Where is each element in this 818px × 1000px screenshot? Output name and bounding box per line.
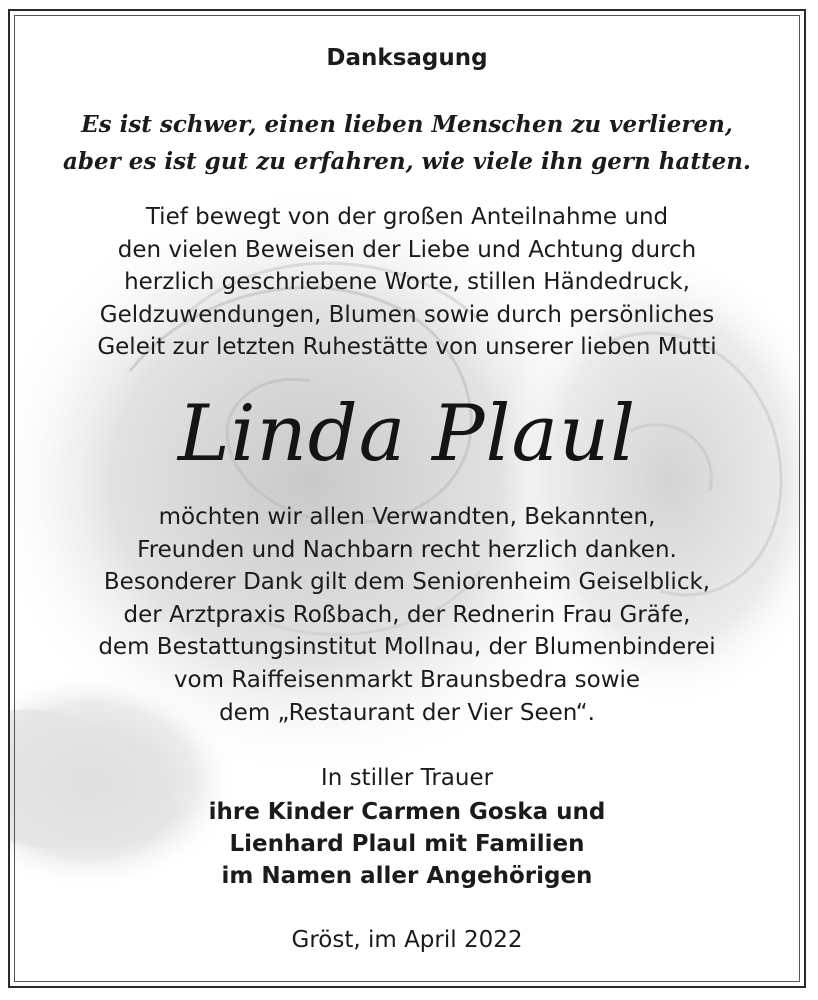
quote-line: aber es ist gut zu erfahren, wie viele ihn gern hatten. <box>63 148 751 175</box>
quote-line: Es ist schwer, einen lieben Menschen zu verlieren, <box>81 111 733 138</box>
thanks-line: dem Bestattungsinstitut Mollnau, der Blumenbinderei <box>98 634 716 661</box>
thanks-line: Besonderer Dank gilt dem Seniorenheim Geiselblick, <box>103 569 711 596</box>
intro-line: Tief bewegt von der großen Anteilnahme und <box>145 204 669 230</box>
notice-title: Danksagung <box>326 45 488 71</box>
intro-line: Geleit zur letzten Ruhestätte von unserer lieben Mutti <box>97 334 717 360</box>
memorial-quote <box>8 106 806 180</box>
deceased-name: Linda Plaul <box>177 389 637 479</box>
thanks-line: Freunden und Nachbarn recht herzlich danken. <box>137 536 677 563</box>
intro-paragraph <box>8 201 806 364</box>
signer-line: Lienhard Plaul mit Familien <box>229 831 585 857</box>
signer-line: ihre Kinder Carmen Goska und <box>208 799 606 825</box>
intro-line: den vielen Beweisen der Liebe und Achtung durch <box>117 236 697 263</box>
intro-line: herzlich geschriebene Worte, stillen Händedruck, <box>124 269 690 295</box>
place-date: Gröst, im April 2022 <box>291 927 523 953</box>
thanks-paragraph <box>8 501 806 729</box>
intro-line: Geldzuwendungen, Blumen sowie durch persönliches <box>99 301 715 328</box>
thanks-line: dem „Restaurant der Vier Seen“. <box>219 699 595 726</box>
thanks-line: möchten wir allen Verwandten, Bekannten, <box>158 504 656 530</box>
signer-line: im Namen aller Angehörigen <box>221 863 593 889</box>
thanks-line: der Arztpraxis Roßbach, der Rednerin Frau Gräfe, <box>123 601 691 628</box>
signers-block <box>8 796 806 892</box>
thanks-line: vom Raiffeisenmarkt Braunsbedra sowie <box>173 666 641 693</box>
mourning-label: In stiller Trauer <box>320 765 494 791</box>
